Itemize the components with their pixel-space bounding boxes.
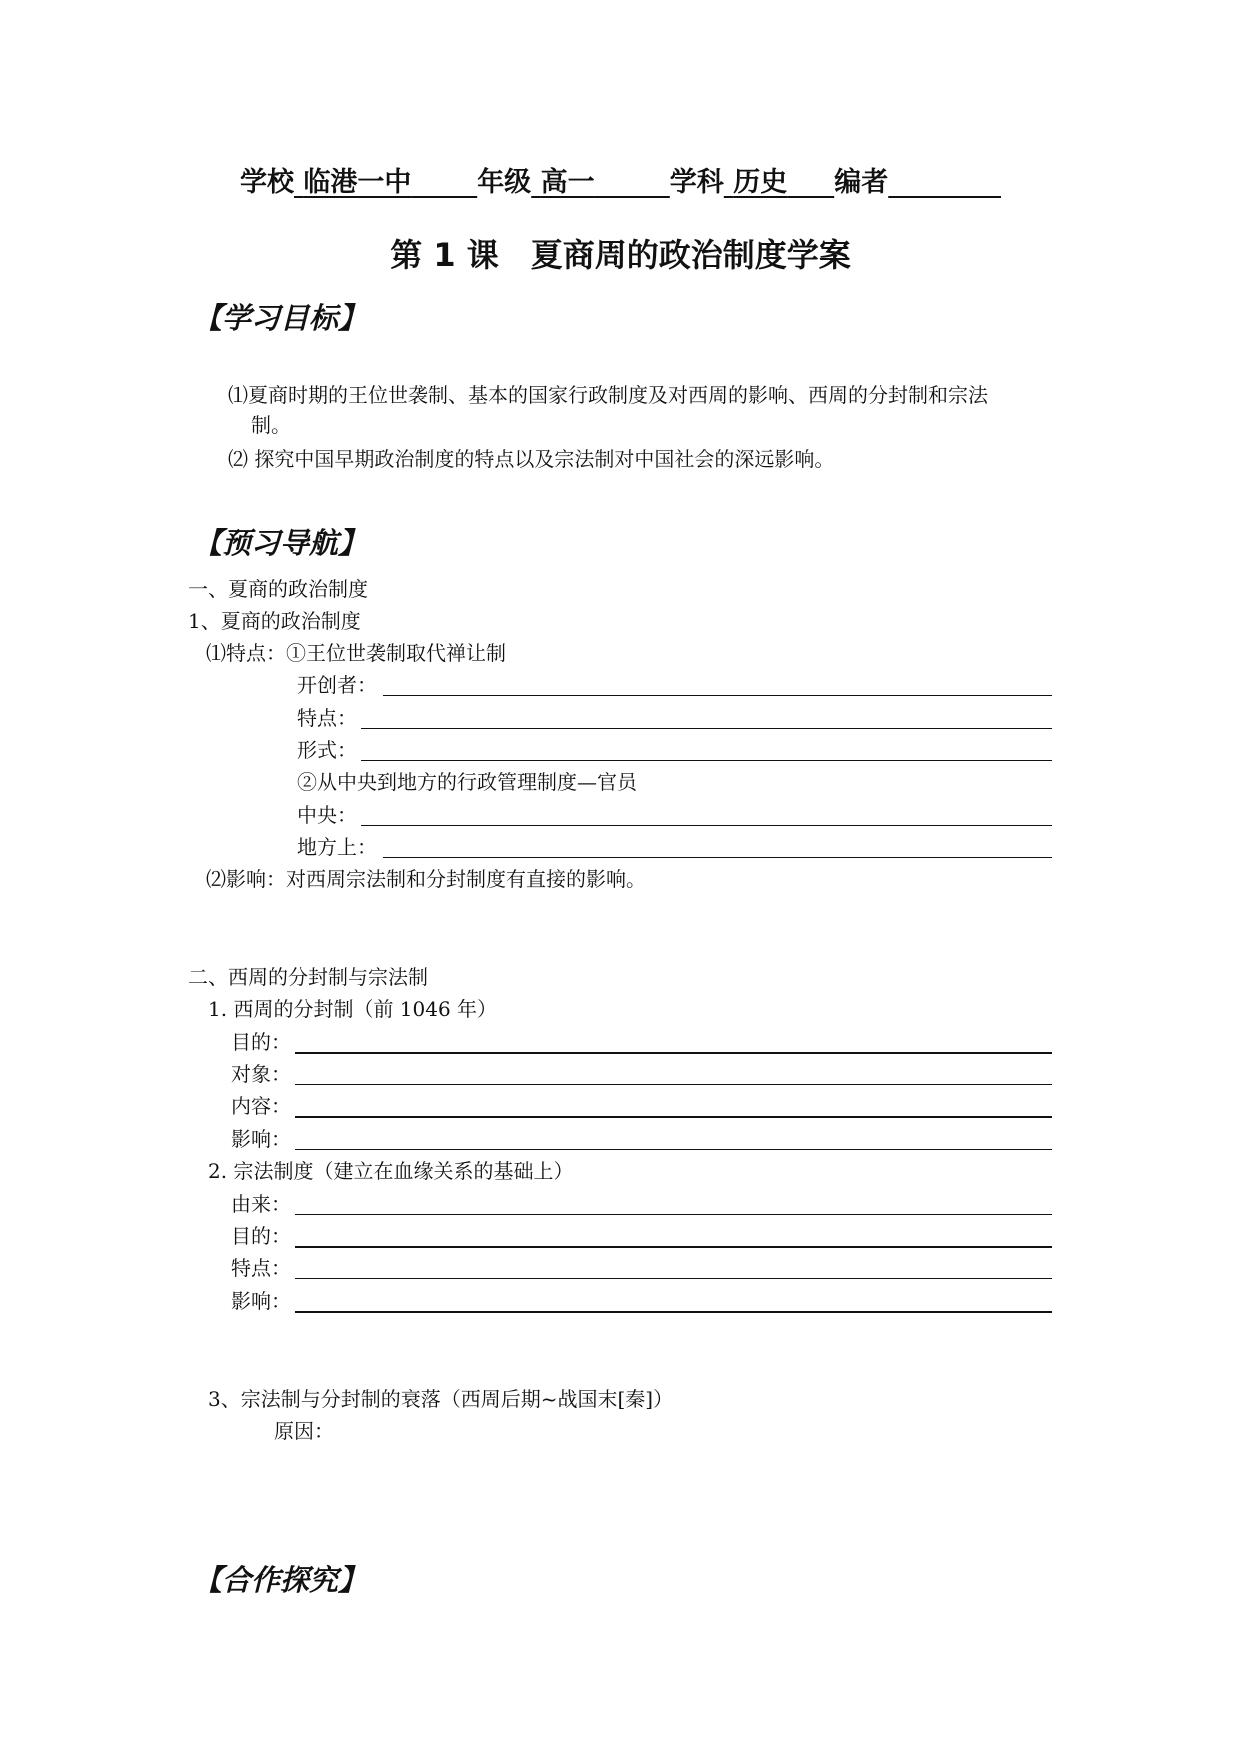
header-info-line (0, 160, 1241, 199)
preview-heading: 【预习导航】 (193, 526, 368, 560)
part2-sub2: 2. 宗法制度（建立在血缘关系的基础上） (208, 1159, 574, 1183)
form-label: 形式： (297, 738, 357, 762)
editor-label: 编者 (834, 167, 889, 198)
part3-title: 3、宗法制与分封制的衰落（西周后期~战国末[秦]） (208, 1387, 674, 1411)
subject-value: 历史 (733, 167, 788, 198)
school-label: 学校 (239, 167, 294, 198)
grade-value: 高一 (540, 167, 595, 198)
part1-influence: ⑵影响：对西周宗法制和分封制度有直接的影响。 (206, 867, 646, 891)
clan-purpose-label: 目的： (231, 1224, 291, 1248)
fief-purpose-blank[interactable] (295, 1052, 1052, 1054)
part1-feature-line: ⑴特点：①王位世袭制取代禅让制 (206, 641, 506, 665)
central-blank[interactable] (361, 825, 1052, 826)
goal-item-2: ⑵ 探究中国早期政治制度的特点以及宗法制对中国社会的深远影响。 (228, 447, 835, 471)
fief-target-label: 对象： (231, 1062, 291, 1086)
part1-title: 一、夏商的政治制度 (188, 577, 368, 601)
fief-influence-blank[interactable] (295, 1149, 1052, 1150)
grade-label: 年级 (477, 167, 532, 198)
founder-blank[interactable] (383, 695, 1052, 696)
central-label: 中央： (297, 803, 357, 827)
fief-purpose-label: 目的： (231, 1030, 291, 1054)
local-label: 地方上： (297, 835, 377, 859)
part2-sub1: 1. 西周的分封制（前 1046 年） (208, 997, 498, 1021)
clan-influence-label: 影响： (231, 1289, 291, 1313)
fief-target-blank[interactable] (295, 1084, 1052, 1085)
editor-value (888, 167, 1001, 198)
trait-label: 特点： (297, 706, 357, 730)
part3-reason-label: 原因： (274, 1419, 334, 1443)
clan-influence-blank[interactable] (295, 1311, 1052, 1313)
admin-line: ②从中央到地方的行政管理制度—官员 (297, 770, 637, 794)
part2-title: 二、西周的分封制与宗法制 (188, 965, 428, 989)
clan-origin-label: 由来： (231, 1192, 291, 1216)
goals-heading: 【学习目标】 (193, 301, 368, 335)
cooperate-heading: 【合作探究】 (193, 1563, 368, 1597)
page-title: 第 1 课 夏商周的政治制度学案 (390, 236, 851, 274)
goal-item-1-line-2: 制。 (251, 413, 291, 437)
clan-purpose-blank[interactable] (295, 1246, 1052, 1248)
clan-trait-blank[interactable] (295, 1278, 1052, 1279)
subject-label: 学科 (669, 167, 724, 198)
trait-blank[interactable] (361, 728, 1052, 729)
part1-sub1: 1、夏商的政治制度 (188, 609, 361, 633)
goal-item-1-line-1: ⑴夏商时期的王位世袭制、基本的国家行政制度及对西周的影响、西周的分封制和宗法 (228, 383, 988, 407)
clan-trait-label: 特点： (231, 1256, 291, 1280)
fief-content-label: 内容： (231, 1094, 291, 1118)
clan-origin-blank[interactable] (295, 1214, 1052, 1215)
founder-label: 开创者： (297, 673, 377, 697)
school-value: 临港一中 (303, 167, 412, 198)
local-blank[interactable] (383, 857, 1052, 858)
form-blank[interactable] (361, 760, 1052, 761)
fief-content-blank[interactable] (295, 1116, 1052, 1118)
fief-influence-label: 影响： (231, 1127, 291, 1151)
